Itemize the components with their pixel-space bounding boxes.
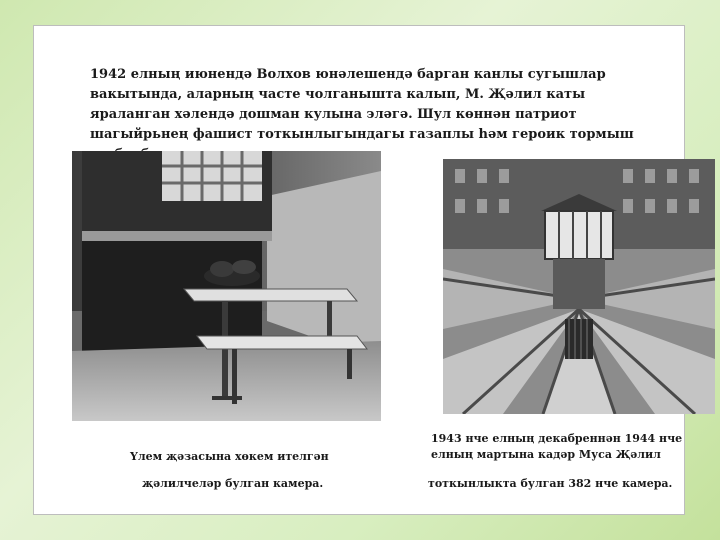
prison-panopticon-photo [443,159,715,414]
right-caption-line2: тоткынлыкта булган 382 нче камера. [428,477,673,490]
right-caption-line1: 1943 нче елның декабреннән 1944 нче елның мартына кадәр Муса Җәлил [431,432,683,461]
left-caption-line2: җәлилчеләр булган камера. [142,477,324,490]
slide [33,25,685,515]
prison-cell-photo [72,151,381,421]
left-caption-line1: Үлем җәзасына хөкем ителгән [130,450,329,463]
intro-paragraph: 1942 елның июнендә Волхов юнәлешендә барган канлы сугышлар вакытында, аларның часте чолганышта калып, М. Җәлил каты яраланган хәлендә дошман кулына эләгә. Шул көннән патриот шагыйрьнең фашист тоткынлыгындагы газаплы һәм героик тормыш [90,67,634,142]
